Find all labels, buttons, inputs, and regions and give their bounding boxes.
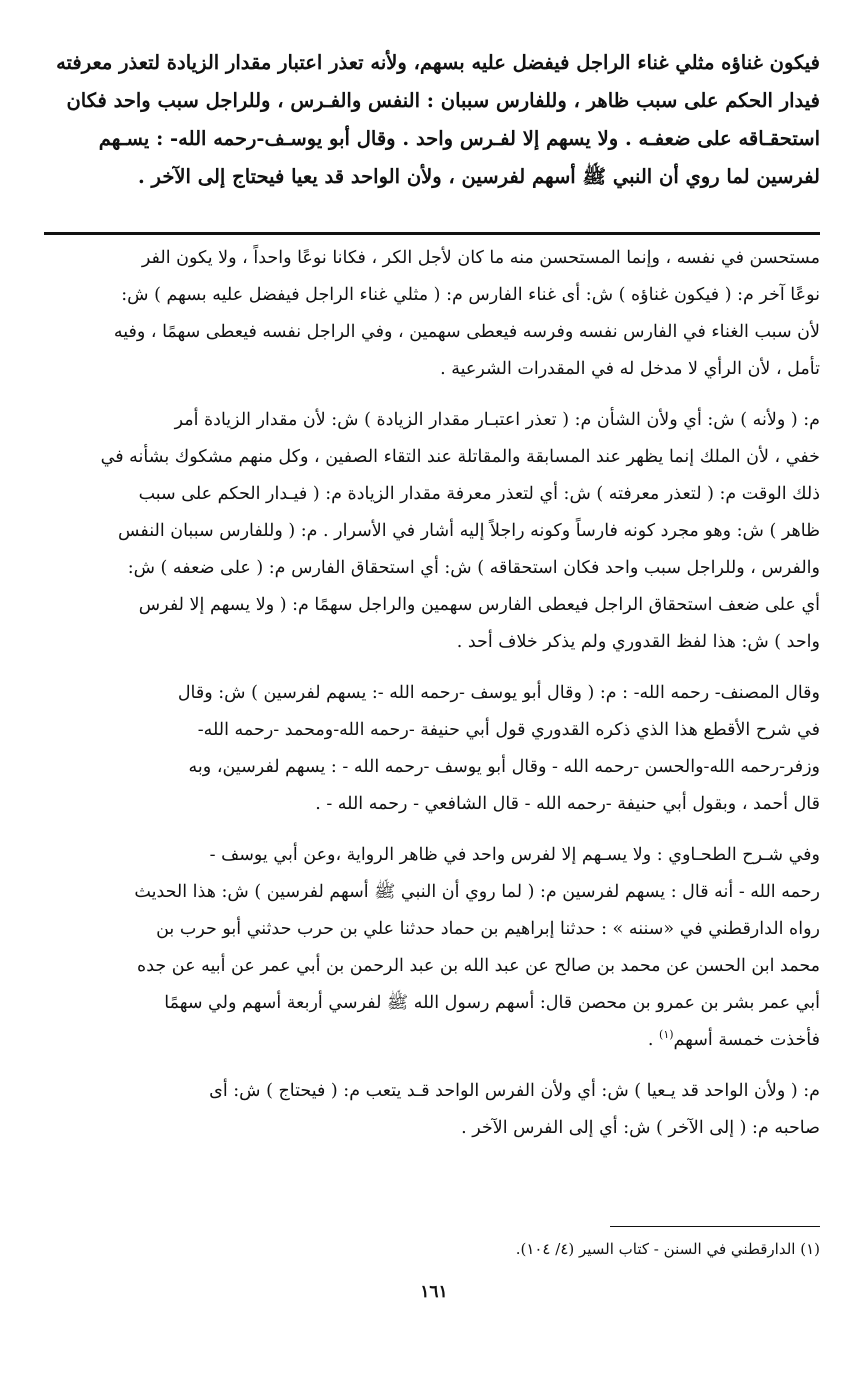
commentary-line: م: ( ولأنه ) ش: أي ولأن الشأن م: ( تعذر اعتبـار مقدار الزيادة ) ش: لأن مقدار الزيادة أمر — [174, 410, 820, 430]
commentary-paragraph — [48, 402, 820, 661]
page-number: ١٦١ — [420, 1282, 448, 1302]
commentary-line: مستحسن في نفسه ، وإنما المستحسن منه ما كان لأجل الكر ، فكانا نوعًا واحداً ، ولا يكون الفر — [141, 248, 820, 268]
commentary-line: نوعًا آخر م: ( فيكون غناؤه ) ش: أى غناء الفارس م: ( مثلي غناء الراجل فيفضل عليه بسهم ) ش: — [121, 285, 820, 305]
commentary-line-with-reference — [48, 1022, 820, 1059]
commentary-text: . — [647, 1030, 660, 1050]
commentary-paragraph — [48, 837, 820, 1059]
commentary-line: خفي ، لأن الملك إنما يظهر عند المسابقة والمقاتلة عند التقاء الصفين ، وكل منهم مشكوك بشأنه في — [100, 447, 820, 467]
commentary-line: محمد ابن الحسن عن محمد بن صالح عن عبد الله بن عبد الرحمن بن أبي عمر عن أبيه عن جده — [137, 956, 820, 976]
commentary-line: تأمل ، لأن الرأي لا مدخل له في المقدرات الشرعية . — [440, 359, 820, 379]
commentary-line: رواه الدارقطني في «سننه » : حدثنا إبراهيم بن حماد حدثنا علي بن حرب حدثني أبو حرب بن — [156, 919, 820, 939]
matn-line: فيكون غناؤه مثلي غناء الراجل فيفضل عليه بسهم، ولأنه تعذر اعتبار مقدار الزيادة لتعذر معرفته — [56, 51, 820, 74]
commentary-line: صاحبه م: ( إلى الآخر ) ش: أي إلى الفرس الآخر . — [461, 1118, 820, 1138]
commentary-line: وزفر-رحمه الله-والحسن -رحمه الله - وقال أبو يوسف -رحمه الله - : يسهم لفرسين، وبه — [188, 757, 820, 777]
commentary-paragraph — [48, 675, 820, 823]
commentary-line: والفرس ، وللراجل سبب واحد فكان استحقاقه ) ش: أي استحقاق الفارس م: ( على ضعفه ) ش: — [127, 558, 820, 578]
commentary-line: وقال المصنف- رحمه الله- : م: ( وقال أبو يوسف -رحمه الله -: يسهم لفرسين ) ش: وقال — [177, 683, 820, 703]
commentary-line: أي على ضعف استحقاق الراجل فيعطى الفارس سهمين والراجل سهمًا م: ( ولا يسهم إلا لفرس — [138, 595, 820, 615]
footnote-reference-marker[interactable]: (١) — [659, 1028, 674, 1042]
commentary-paragraph — [48, 240, 820, 388]
matn-line: لفرسين لما روي أن النبي ﷺ أسهم لفرسين ، ولأن الواحد قد يعيا فيحتاج إلى الآخر . — [137, 165, 820, 188]
commentary-line: م: ( ولأن الواحد قد يـعيا ) ش: أي ولأن الفرس الواحد قـد يتعب م: ( فيحتاج ) ش: أى — [209, 1081, 820, 1101]
footnote-text: (١) الدارقطني في السنن - كتاب السير (٤/ ١٠٤). — [515, 1240, 820, 1258]
commentary-text: فأخذت خمسة أسهم — [673, 1030, 820, 1050]
sharh-commentary-block — [48, 240, 820, 1147]
footnote-separator-rule — [610, 1226, 820, 1227]
commentary-line: أبي عمر بشر بن عمرو بن محصن قال: أسهم رسول الله ﷺ لفرسي أربعة أسهم ولي سهمًا — [164, 993, 820, 1013]
commentary-line: في شرح الأقطع هذا الذي ذكره القدوري قول أبي حنيفة -رحمه الله-ومحمد -رحمه الله- — [197, 720, 820, 740]
commentary-line: ظاهر ) ش: وهو مجرد كونه فارساً وكونه راجلاً إليه أشار في الأسرار . م: ( وللفارس سببان النفس — [118, 521, 820, 541]
commentary-line: واحد ) ش: هذا لفظ القدوري ولم يذكر خلاف أحد . — [456, 632, 820, 652]
matn-text-block — [48, 44, 820, 196]
commentary-line: قال أحمد ، وبقول أبي حنيفة -رحمه الله - قال الشافعي - رحمه الله - . — [315, 794, 820, 814]
commentary-paragraph — [48, 1073, 820, 1147]
commentary-line: وفي شـرح الطحـاوي : ولا يسـهم إلا لفرس واحد في ظاهر الرواية ،وعن أبي يوسف - — [209, 845, 820, 865]
commentary-line: لأن سبب الغناء في الفارس نفسه وفرسه فيعطى سهمين ، وفي الراجل نفسه فيعطى سهمًا ، وفيه — [113, 322, 820, 342]
commentary-line: ذلك الوقت م: ( لتعذر معرفته ) ش: أي لتعذر معرفة مقدار الزيادة م: ( فيـدار الحكم على سبب — [138, 484, 820, 504]
matn-line: استحقـاقه على ضعفـه . ولا يسهم إلا لفـرس واحد . وقال أبو يوسـف-رحمه الله- : يسـهم — [98, 127, 820, 150]
matn-line: فيدار الحكم على سبب ظاهر ، وللفارس سببان : النفس والفـرس ، وللراجل سبب واحد فكان — [66, 89, 820, 112]
matn-separator-rule — [44, 232, 820, 235]
commentary-line: رحمه الله - أنه قال : يسهم لفرسين م: ( لما روي أن النبي ﷺ أسهم لفرسين ) ش: هذا الحديث — [134, 882, 820, 902]
